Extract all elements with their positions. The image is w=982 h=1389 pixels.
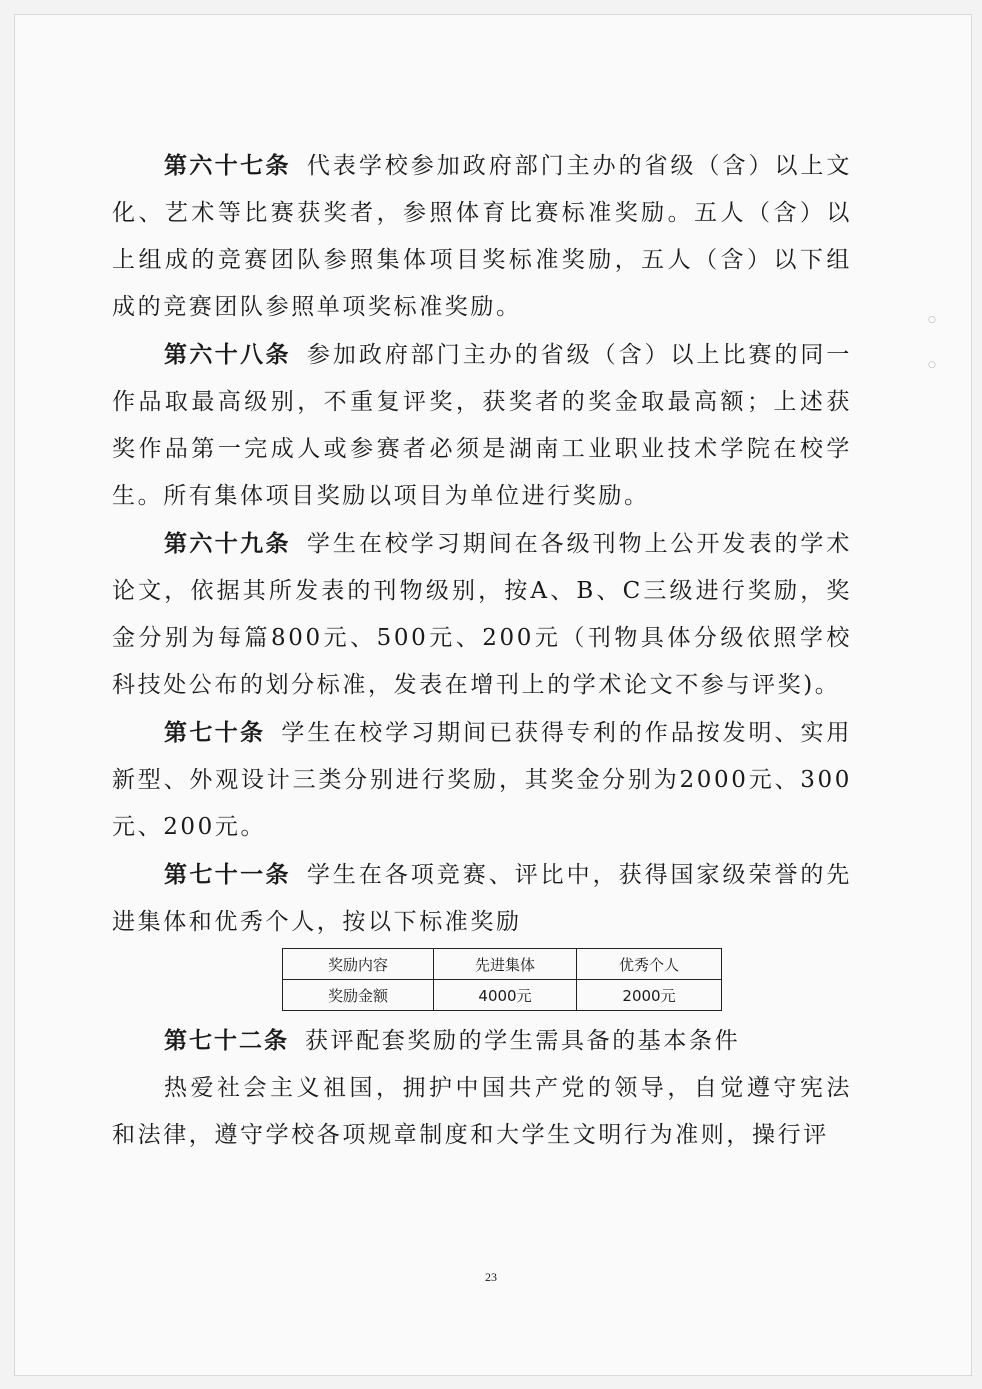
article-67 (112, 142, 852, 331)
punch-mark: ○ (928, 315, 936, 325)
article-heading: 第六十七条 (164, 152, 291, 179)
article-heading: 第七十二条 (164, 1027, 289, 1054)
article-text: 获评配套奖励的学生需具备的基本条件 (305, 1028, 741, 1054)
article-text: 学生在校学习期间已获得专利的作品按发明、实用新型、外观设计三类分别进行奖励，其奖金分别为2000元、300元、200元。 (112, 720, 853, 840)
article-70 (112, 709, 852, 851)
article-71 (112, 851, 852, 946)
table-cell: 4000元 (434, 980, 577, 1011)
article-heading: 第六十八条 (164, 341, 291, 368)
document-body (112, 142, 852, 1159)
article-text: 代表学校参加政府部门主办的省级（含）以上文化、艺术等比赛获奖者，参照体育比赛标准奖励。五人（含）以上组成的竞赛团队参照集体项目奖标准奖励，五人（含）以下组成的竞赛团队参照单项奖标准奖励。 (112, 153, 853, 320)
article-72 (112, 1017, 852, 1065)
article-68 (112, 331, 852, 520)
article-heading: 第七十一条 (164, 861, 291, 888)
table-cell: 2000元 (577, 980, 722, 1011)
award-table (282, 948, 722, 1011)
table-header-row (283, 949, 722, 980)
article-heading: 第六十九条 (164, 530, 291, 557)
table-cell: 奖励金额 (283, 980, 434, 1011)
article-text: 参加政府部门主办的省级（含）以上比赛的同一作品取最高级别，不重复评奖，获奖者的奖金取最高额；上述获奖作品第一完成人或参赛者必须是湖南工业职业技术学院在校学生。所有集体项目奖励以项目为单位进行奖励。 (112, 342, 853, 509)
article-text: 学生在校学习期间在各级刊物上公开发表的学术论文，依据其所发表的刊物级别，按A、B、C三级进行奖励，奖金分别为每篇800元、500元、200元（刊物具体分级依照学校科技处公布的划分标准，发表在增刊上的学术论文不参与评奖)。 (112, 531, 853, 698)
table-cell: 奖励内容 (283, 949, 434, 980)
table-cell: 先进集体 (434, 949, 577, 980)
punch-mark: ○ (928, 360, 936, 370)
article-69 (112, 520, 852, 709)
article-text: 学生在各项竞赛、评比中，获得国家级荣誉的先进集体和优秀个人，按以下标准奖励 (112, 862, 853, 935)
article-heading: 第七十条 (164, 719, 266, 746)
page-number: 23 (485, 1270, 497, 1284)
closing-paragraph: 热爱社会主义祖国，拥护中国共产党的领导，自觉遵守宪法和法律，遵守学校各项规章制度和大学生文明行为准则，操行评 (112, 1075, 852, 1148)
table-row (283, 980, 722, 1011)
table-cell: 优秀个人 (577, 949, 722, 980)
